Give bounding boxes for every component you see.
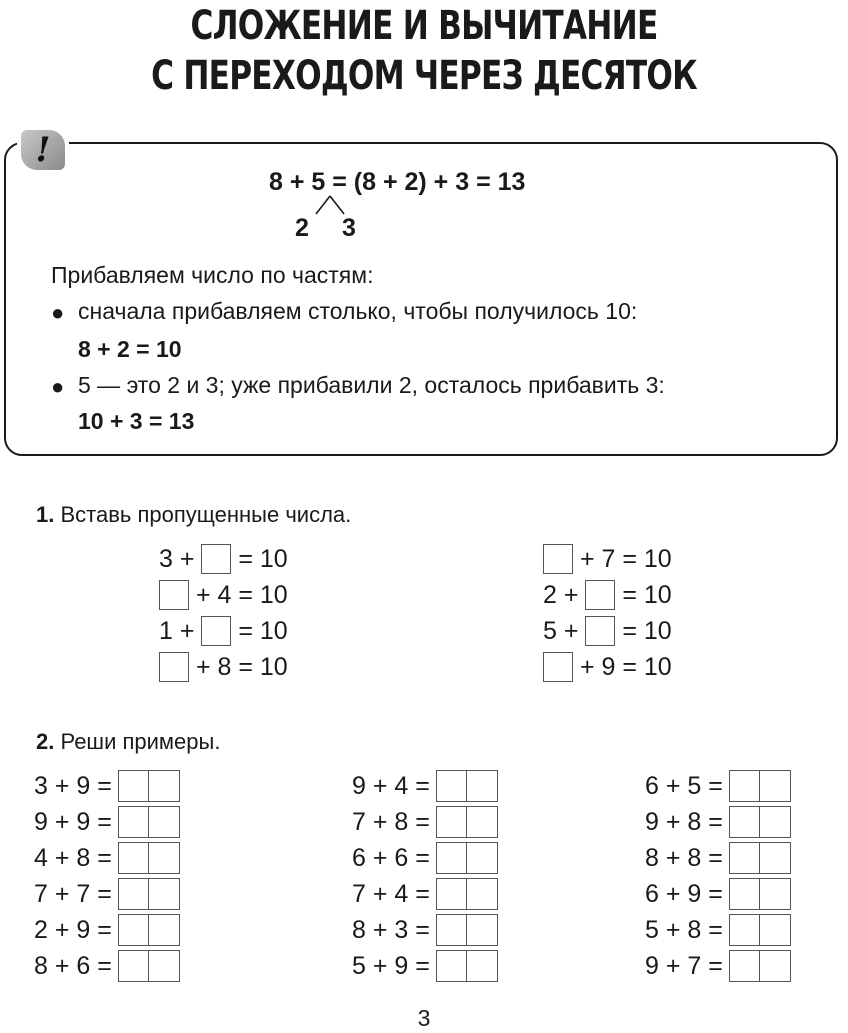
task1-row <box>159 544 288 574</box>
task1-right-column <box>543 544 672 682</box>
page-title-line2: С ПЕРЕХОДОМ ЧЕРЕЗ ДЕСЯТОК <box>151 53 697 99</box>
eq-after: + 4 = 10 <box>195 581 288 609</box>
example-row <box>34 878 180 910</box>
split-right: 3 <box>342 214 356 242</box>
answer-box[interactable] <box>543 652 573 682</box>
task1-instruction: Вставь пропущенные числа. <box>60 502 352 527</box>
example-row <box>645 950 791 982</box>
example-expr: 6 + 5 = <box>645 771 723 800</box>
bullet-dot: ● <box>51 300 65 325</box>
answer-box[interactable] <box>118 878 180 910</box>
rule-intro: Прибавляем число по частям: <box>51 262 374 288</box>
split-lines <box>305 194 355 216</box>
example-row <box>34 770 180 802</box>
example-row <box>34 950 180 982</box>
task2-instruction: Реши примеры. <box>60 729 221 754</box>
example-expr: 7 + 4 = <box>352 879 430 908</box>
example-row <box>645 878 791 910</box>
eq-after: + 8 = 10 <box>195 653 288 681</box>
example-row <box>645 842 791 874</box>
rule-formula: 8 + 5 = (8 + 2) + 3 = 13 <box>269 168 526 196</box>
example-expr: 9 + 7 = <box>645 951 723 980</box>
bullet-dot: ● <box>51 374 65 399</box>
example-row <box>34 806 180 838</box>
task1-row <box>159 652 288 682</box>
answer-box[interactable] <box>201 544 231 574</box>
example-row <box>352 842 498 874</box>
example-row <box>352 950 498 982</box>
answer-box[interactable] <box>159 580 189 610</box>
example-row <box>645 770 791 802</box>
eq-before: 2 + <box>543 581 579 609</box>
answer-box[interactable] <box>436 842 498 874</box>
answer-box[interactable] <box>729 770 791 802</box>
rule-bullet-1: сначала прибавляем столько, чтобы получилось 10: <box>78 298 638 324</box>
example-row <box>645 914 791 946</box>
example-expr: 4 + 8 = <box>34 843 112 872</box>
badge-mark: ! <box>35 130 51 170</box>
answer-box[interactable] <box>118 950 180 982</box>
answer-box[interactable] <box>436 914 498 946</box>
example-expr: 2 + 9 = <box>34 915 112 944</box>
example-expr: 8 + 8 = <box>645 843 723 872</box>
example-row <box>352 878 498 910</box>
task1-row <box>543 580 672 610</box>
example-expr: 7 + 8 = <box>352 807 430 836</box>
eq-after: + 7 = 10 <box>579 545 672 573</box>
answer-box[interactable] <box>585 580 615 610</box>
example-expr: 7 + 7 = <box>34 879 112 908</box>
task1-row <box>543 544 672 574</box>
answer-box[interactable] <box>729 842 791 874</box>
answer-box[interactable] <box>729 806 791 838</box>
answer-box[interactable] <box>436 950 498 982</box>
task2-heading <box>36 729 220 755</box>
page-number: 3 <box>417 1005 431 1031</box>
eq-before: 1 + <box>159 617 195 645</box>
answer-box[interactable] <box>118 842 180 874</box>
example-expr: 9 + 4 = <box>352 771 430 800</box>
example-expr: 5 + 8 = <box>645 915 723 944</box>
answer-box[interactable] <box>729 878 791 910</box>
eq-after: + 9 = 10 <box>579 653 672 681</box>
example-expr: 3 + 9 = <box>34 771 112 800</box>
answer-box[interactable] <box>159 652 189 682</box>
example-expr: 5 + 9 = <box>352 951 430 980</box>
example-expr: 6 + 6 = <box>352 843 430 872</box>
eq-after: = 10 <box>622 581 672 609</box>
task1-heading <box>36 502 351 528</box>
rule-bullet-2: 5 — это 2 и 3; уже прибавили 2, осталось прибавить 3: <box>78 372 665 398</box>
answer-box[interactable] <box>118 770 180 802</box>
example-expr: 8 + 3 = <box>352 915 430 944</box>
exclamation-icon <box>21 130 65 170</box>
eq-before: 3 + <box>159 545 195 573</box>
example-row <box>645 806 791 838</box>
split-left: 2 <box>295 214 309 242</box>
task2-column-3 <box>645 770 791 982</box>
task1-number: 1. <box>36 502 55 527</box>
split-line-right <box>330 196 344 214</box>
rule-example-1: 8 + 2 = 10 <box>78 336 182 362</box>
task2-column-1 <box>34 770 180 982</box>
answer-box[interactable] <box>118 806 180 838</box>
answer-box[interactable] <box>436 878 498 910</box>
example-expr: 8 + 6 = <box>34 951 112 980</box>
task1-row <box>159 616 288 646</box>
example-expr: 9 + 9 = <box>34 807 112 836</box>
answer-box[interactable] <box>201 616 231 646</box>
answer-box[interactable] <box>436 770 498 802</box>
example-row <box>352 770 498 802</box>
page-title-line1: СЛОЖЕНИЕ И ВЫЧИТАНИЕ <box>190 3 658 49</box>
eq-after: = 10 <box>238 617 288 645</box>
task2-number: 2. <box>36 729 55 754</box>
eq-after: = 10 <box>238 545 288 573</box>
example-row <box>352 914 498 946</box>
task1-left-column <box>159 544 288 682</box>
eq-after: = 10 <box>622 617 672 645</box>
rule-example-2: 10 + 3 = 13 <box>78 408 195 434</box>
answer-box[interactable] <box>729 950 791 982</box>
answer-box[interactable] <box>729 914 791 946</box>
example-expr: 9 + 8 = <box>645 807 723 836</box>
example-row <box>352 806 498 838</box>
answer-box[interactable] <box>436 806 498 838</box>
example-expr: 6 + 9 = <box>645 879 723 908</box>
answer-box[interactable] <box>585 616 615 646</box>
example-row <box>34 842 180 874</box>
split-line-left <box>316 196 330 214</box>
task1-row <box>543 652 672 682</box>
task1-row <box>543 616 672 646</box>
example-row <box>34 914 180 946</box>
eq-before: 5 + <box>543 617 579 645</box>
answer-box[interactable] <box>118 914 180 946</box>
answer-box[interactable] <box>543 544 573 574</box>
task1-row <box>159 580 288 610</box>
attention-badge <box>17 127 69 173</box>
task2-column-2 <box>352 770 498 982</box>
